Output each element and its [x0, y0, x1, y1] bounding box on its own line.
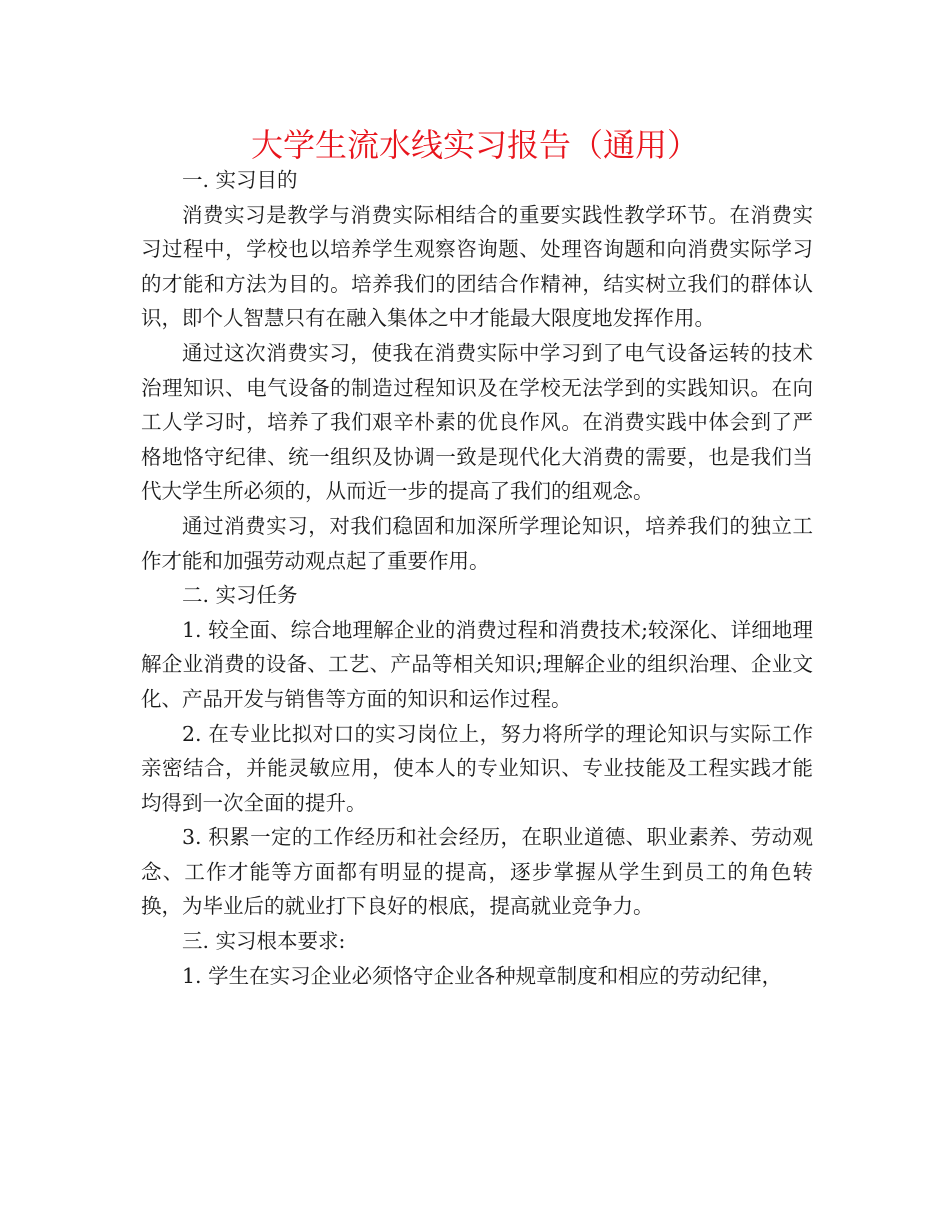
document-title: 大学生流水线实习报告（通用） [250, 126, 699, 164]
list-item-paragraph: 1. 学生在实习企业必须恪守企业各种规章制度和相应的劳动纪律， [182, 963, 783, 988]
list-item-paragraph: 3. 积累一定的工作经历和社会经历，在职业道德、职业素养、劳动观念、工作才能等方面都有明显的提高，逐步掌握从学生到员工的角色转换，为毕业后的就业打下良好的根底，提高就业竞争力。 [141, 825, 813, 919]
body-paragraph: 通过这次消费实习，使我在消费实际中学习到了电气设备运转的技术治理知识、电气设备的制造过程知识及在学校无法学到的实践知识。在向工人学习时，培养了我们艰辛朴素的优良作风。在消费实践中体会到了严格地恪守纪律、统一组织及协调一致是现代化大消费的需要，也是我们当代大学生所必须的，从而近一步的提高了我们的组观念。 [141, 340, 813, 504]
section-heading-tasks: 二. 实习任务 [182, 583, 298, 608]
list-item-paragraph: 2. 在专业比拟对口的实习岗位上，努力将所学的理论知识与实际工作亲密结合，并能灵敏应用，使本人的专业知识、专业技能及工程实践才能均得到一次全面的提升。 [141, 721, 813, 815]
list-item-paragraph: 1. 较全面、综合地理解企业的消费过程和消费技术;较深化、详细地理解企业消费的设备、工艺、产品等相关知识;理解企业的组织治理、企业文化、产品开发与销售等方面的知识和运作过程。 [141, 617, 813, 711]
document-body [141, 163, 813, 993]
body-paragraph: 通过消费实习，对我们稳固和加深所学理论知识，培养我们的独立工作才能和加强劳动观点起了重要作用。 [141, 513, 813, 573]
section-heading-purpose: 一. 实习目的 [182, 168, 298, 192]
body-paragraph: 消费实习是教学与消费实际相结合的重要实践性教学环节。在消费实习过程中，学校也以培养学生观察咨询题、处理咨询题和向消费实际学习的才能和方法为目的。培养我们的团结合作精神，结实树立我们的群体认识，即个人智慧只有在融入集体之中才能最大限度地发挥作用。 [141, 202, 813, 331]
section-heading-requirements: 三. 实习根本要求: [182, 929, 346, 954]
